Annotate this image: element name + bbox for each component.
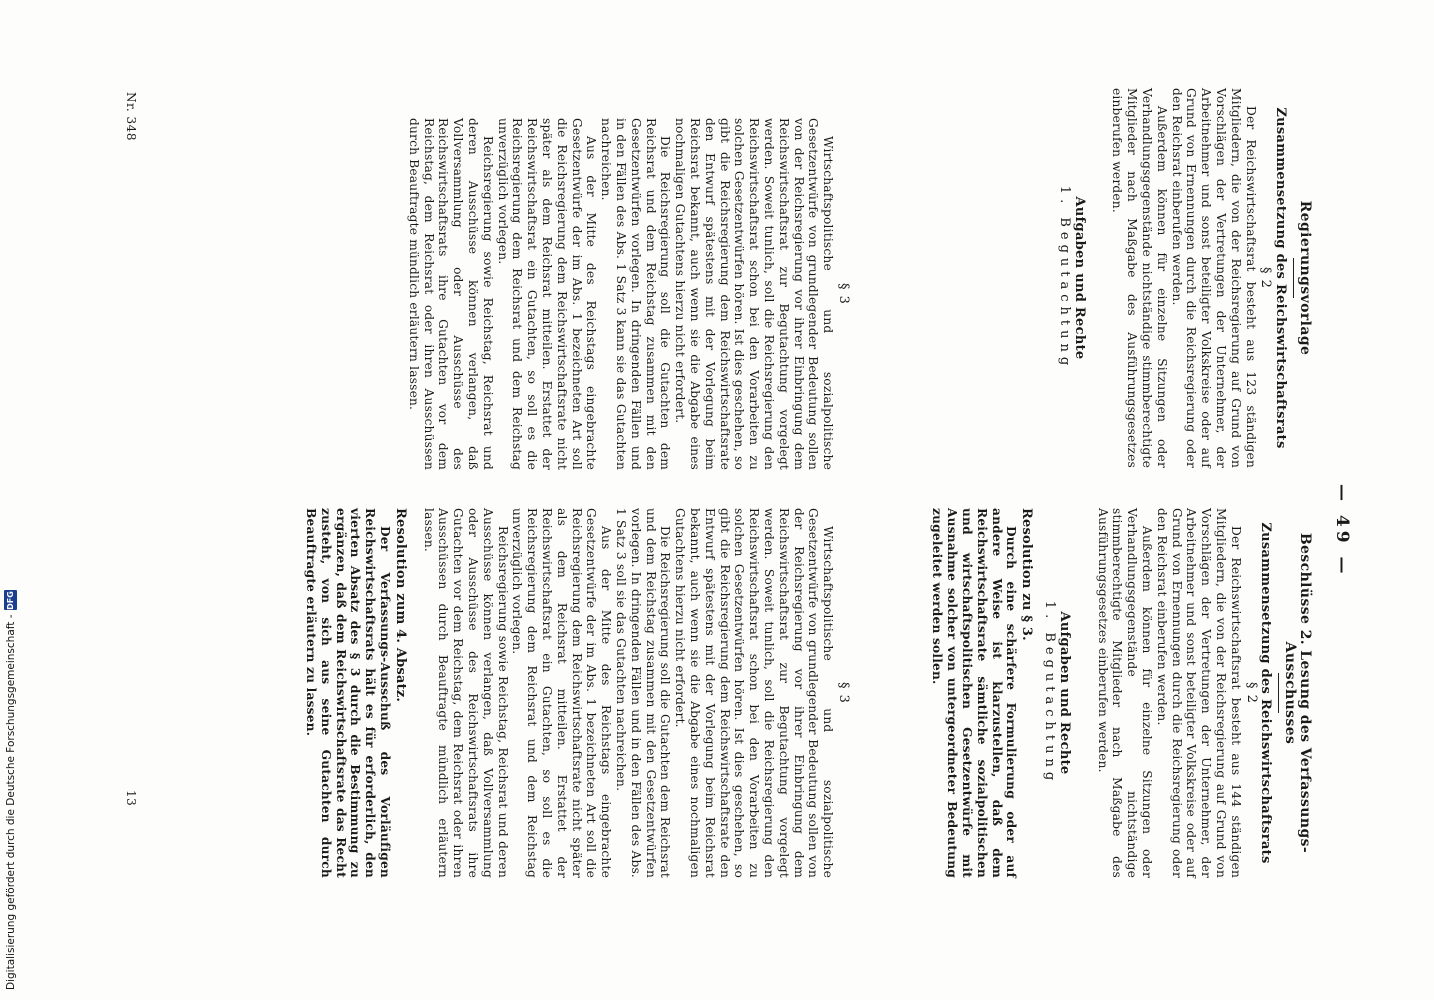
left-heading: Regierungsvorlage <box>1297 200 1313 356</box>
right-resolution2-text: Der Verfassungs-Ausschuß des Vorläufigen Reichswirtschaftsrats hält es für erforderlich, den vierten Absatz des § 3 durch die Bestimmung zu ergänzen, daß dem Reichswirtschaftsrate das Recht zusteht, von sich aus seine Gutachten durch Beauftragte erläutern zu lassen. <box>304 508 393 878</box>
right-par2: § 2 <box>1243 682 1259 704</box>
dfg-logo: DFG <box>6 591 15 610</box>
left-section-title: Zusammensetzung des Reichswirtschaftsrats <box>1273 107 1289 449</box>
right-tasks-title: Aufgaben und Rechte <box>1056 611 1072 775</box>
left-par3-p2: Die Reichsregierung soll die Gutachten dem Reichsrat und dem Reichstag zusammen mit den Gesetzentwürfen vorlegen. In dringenden Fällen und in den Fällen des Abs. 1 Satz 3 kann sie das Gutachten nachreichen. <box>599 118 673 470</box>
doc-number <box>124 92 138 141</box>
right-par2-p1: Der Reichswirtschaftsrat besteht aus 144 ständigen Mitgliedern, die von der Reichsregierung auf Grund von Vorschlägen der Vertretungen der Unternehmer, der Arbeitnehmer und sonst beteiligter Volkskreise oder auf Grund von Ernennungen durch die Reichsregierung oder den Reichsrat einberufen werden. <box>1154 508 1243 878</box>
right-tasks-sub: 1. Begutachtung <box>1042 600 1058 786</box>
right-resolution-title: Resolution zu § 3. <box>1019 508 1035 641</box>
heading-rule <box>1278 673 1279 713</box>
right-par3-p4: Reichsregierung sowie Reichstag, Reichsrat und deren Ausschüsse können verlangen, daß Vollversammlung oder Ausschüsse des Reichswirtschaftsrats ihre Gutachten vor dem Reichstag, dem Reichsrat oder ihren Ausschüssen durch Beauftragte mündlich erläutern lassen. <box>421 508 510 878</box>
left-tasks-sub: 1. Begutachtung <box>1056 185 1072 371</box>
left-tasks-title: Aufgaben und Rechte <box>1071 196 1087 360</box>
doc-number-text: Nr. 348 <box>124 92 138 141</box>
right-par3-p1: Wirtschaftspolitische und sozialpolitische Gesetzentwürfe von grundlegender Bedeutung sollen von der Reichsregierung vor ihrer Einbringung dem Reichswirtschaftsrat zur Begutachtung vorgelegt werden. Soweit tunlich, soll die Reichsregierung den Reichswirtschaftsrat schon bei den Vorarbeiten zu solchen Gesetzentwürfen hören. Ist dies geschehen, so gibt die Reichsregierung dem Reichswirtschaftsrate den Entwurf spätestens mit der Vorlegung beim Reichsrat bekannt, auch wenn sie die Abgabe eines nochmaligen Gutachtens hierzu nicht erfordert. <box>673 508 836 878</box>
sheet-number-text: 13 <box>124 790 138 807</box>
left-upper-column <box>1056 88 1312 468</box>
left-par3-p3: Aus der Mitte des Reichstags eingebrachte Gesetzentwürfe der im Abs. 1 bezeichneten Art soll die Reichsregierung dem Reichswirtschaftsrate nicht später als dem Reichsrat mitteilen. Erstattet der Reichswirtschaftsrat ein Gutachten, so soll es die Reichsregierung dem Reichsrat und dem Reichstag unverzüglich vorlegen. <box>495 118 599 470</box>
left-par2-p1: Der Reichswirtschaftsrat besteht aus 123 ständigen Mitgliedern, die von der Reichsregierung auf Grund von Vorschlägen der Vertretungen der Unternehmer, der Arbeitnehmer und sonst beteiligter Volkskreise oder auf Grund von Ernennungen durch die Reichsregierung oder den Reichsrat einberufen werden. <box>1169 88 1258 468</box>
page-number-text: — 49 — <box>1332 484 1352 578</box>
right-par3-p2: Die Reichsregierung soll die Gutachten dem Reichsrat und dem Reichstag zusammen mit den Gesetzentwürfen vorlegen. In dringenden Fällen und in den Fällen des Abs. 1 Satz 3 soll sie das Gutachten nachreichen. <box>614 508 673 878</box>
right-par2-p2: Außerdem können für einzelne Sitzungen oder Verhandlungsgegenstände nichtständige stimmberechtigte Mitglieder nach Maßgabe des Ausführungsgesetzes einberufen werden. <box>1095 508 1155 878</box>
right-upper-column <box>930 508 1312 878</box>
left-par2-p2: Außerdem können für einzelne Sitzungen oder Verhandlungsgegenstände nichtständige stimmberechtigte Mitglieder nach Maßgabe des Ausführungsgesetzes einberufen werden. <box>1110 88 1169 468</box>
right-lower-column <box>303 508 850 878</box>
right-par3-p3: Aus der Mitte des Reichstags eingebrachte Gesetzentwürfe der im Abs. 1 bezeichneten Art soll die Reichsregierung dem Reichswirtschaftsrate nicht später als dem Reichsrat mitteilen. Erstattet der Reichswirtschaftsrat ein Gutachten, so soll es die Reichsregierung dem Reichsrat und dem Reichstag unverzüglich vorlegen. <box>510 508 614 878</box>
left-par3-p1: Wirtschaftspolitische und sozialpolitische Gesetzentwürfe von grundlegender Bedeutung sollen von der Reichsregierung vor ihrer Einbringung dem Reichswirtschaftsrat zur Begutachtung vorgelegt werden. Soweit tunlich, soll die Reichsregierung den Reichswirtschaftsrat schon bei den Vorarbeiten zu solchen Gesetzentwürfen hören. Ist dies geschehen, so gibt die Reichsregierung dem Reichswirtschaftsrate den Entwurf spätestens mit der Vorlegung beim Reichsrat bekannt, auch wenn sie die Abgabe eines nochmaligen Gutachtens hierzu nicht erfordert. <box>673 118 836 470</box>
heading-rule <box>1293 258 1294 298</box>
right-section-title: Zusammensetzung des Reichswirtschaftsrats <box>1258 522 1274 864</box>
right-par3: § 3 <box>836 682 851 704</box>
left-par3-p4: Reichsregierung sowie Reichstag, Reichsrat und deren Ausschüsse können verlangen, daß Vollversammlung oder Ausschüsse des Reichswirtschaftsrats ihre Gutachten vor dem Reichstag, dem Reichsrat oder ihren Ausschüssen durch Beauftragte mündlich erläutern lassen. <box>406 118 495 470</box>
right-resolution-text: Durch eine schärfere Formulierung oder auf andere Weise ist klarzustellen, daß dem Reichswirtschaftsrate sämtliche sozialpolitischen und wirtschaftspolitischen Gesetzentwürfe mit Ausnahme solcher von untergeordneter Bedeutung zugeleitet werden sollen. <box>930 508 1019 878</box>
left-par3: § 3 <box>836 283 851 305</box>
sheet-number <box>124 790 138 806</box>
footer-text: Digitalisierung gefördert durch die Deutsche Forschungsgemeinschaft - <box>4 614 17 990</box>
left-lower-column <box>406 118 850 470</box>
page-number <box>1332 484 1352 578</box>
digitization-footer <box>4 590 17 990</box>
right-resolution2-title: Resolution zum 4. Absatz. <box>392 508 408 703</box>
right-heading: Beschlüsse 2. Lesung des Verfassungs-Ausschusses <box>1282 532 1313 854</box>
left-par2: § 2 <box>1258 267 1274 289</box>
